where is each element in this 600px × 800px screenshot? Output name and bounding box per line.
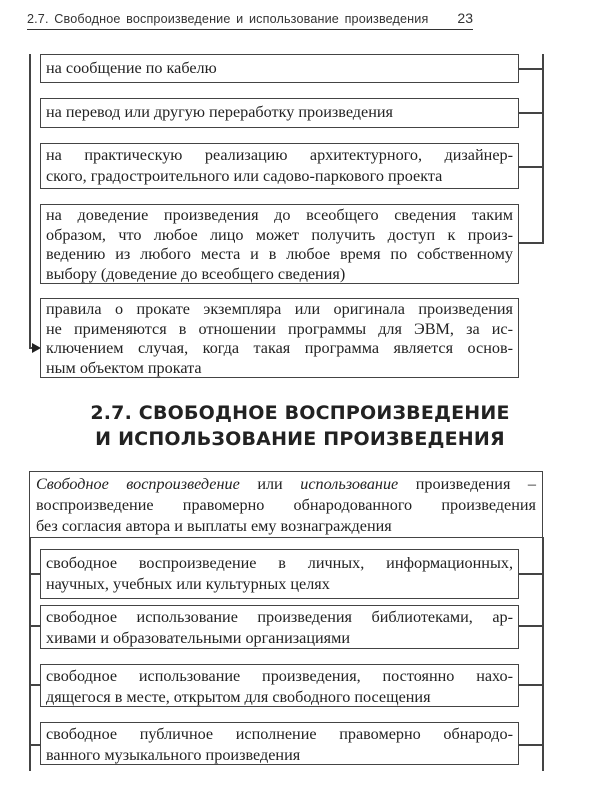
running-title: 2.7. Свободное воспроизведение и использование произведения	[27, 12, 429, 26]
box-line: свободное публичное исполнение правомерно обнародо-	[46, 725, 513, 743]
section-heading-line2: И ИСПОЛЬЗОВАНИЕ ПРОИЗВЕДЕНИЯ	[95, 428, 505, 450]
definition-line3: без согласия автора и выплаты ему вознаграждения	[36, 517, 392, 535]
lower-tick-right	[518, 573, 543, 575]
definition-line2: воспроизведение правомерно обнародованного произведения	[36, 496, 536, 514]
lower-tick-right	[518, 625, 543, 627]
scheme-box	[40, 664, 519, 707]
scheme-box	[40, 549, 519, 599]
lower-tick-right	[518, 744, 543, 746]
box-line: выбору (доведение до всеобщего сведения)	[46, 264, 346, 283]
right-bracket-line	[542, 54, 544, 244]
bracket-tick	[518, 242, 543, 244]
definition-text: произведения –	[398, 475, 536, 493]
box-line: ведению из любого места и в любое время по собственному	[46, 245, 513, 263]
bracket-tick	[518, 166, 543, 168]
lower-tick-right	[518, 684, 543, 686]
definition-line1	[36, 474, 536, 495]
scheme-box	[40, 204, 519, 284]
box-line: ключением случая, когда такая программа является основ-	[46, 339, 513, 357]
definition-term: использование	[300, 475, 399, 493]
definition-box	[29, 471, 543, 538]
box-line: не применяются в отношении программы для ЭВМ, за ис-	[46, 319, 513, 338]
scheme-box	[40, 143, 519, 189]
section-heading-line1: 2.7. СВОБОДНОЕ ВОСПРОИЗВЕДЕНИЕ	[90, 402, 510, 424]
box-line: образом, что любое лицо может получить доступ к произ-	[46, 225, 513, 244]
box-line: научных, учебных или культурных целях	[46, 575, 330, 593]
bracket-tick	[518, 68, 543, 70]
box-line: хивами и образовательными организациями	[46, 629, 351, 647]
box-line: на практическую реализацию архитектурного, дизайнер-	[46, 146, 513, 164]
box-line: свободное использование произведения библиотеками, ар-	[46, 608, 513, 626]
box-line: ным объектом проката	[46, 358, 202, 377]
exception-box	[40, 298, 519, 378]
box-line: ванного музыкального произведения	[46, 746, 301, 764]
box-line: свободное использование произведения, постоянно нахо-	[46, 667, 513, 685]
box-line: на сообщение по кабелю	[46, 59, 217, 77]
scheme-box	[40, 605, 519, 649]
box-line: ского, градостроительного или садово-паркового проекта	[46, 167, 443, 185]
scheme-box	[40, 54, 519, 83]
box-line: на доведение произведения до всеобщего сведения таким	[46, 206, 513, 224]
running-header	[27, 10, 473, 30]
box-line: дящегося в месте, открытом для свободного посещения	[46, 688, 431, 706]
definition-term: Свободное воспроизведение	[36, 475, 240, 493]
bracket-tick	[518, 112, 543, 114]
box-line: правила о прокате экземпляра или оригинала произведения	[46, 300, 513, 318]
page-number: 23	[457, 10, 473, 26]
definition-connector: или	[239, 475, 301, 493]
box-line: свободное воспроизведение в личных, информационных,	[46, 554, 513, 572]
scheme-box	[40, 722, 519, 765]
left-connector-line	[29, 54, 31, 348]
box-line: на перевод или другую переработку произведения	[46, 103, 393, 121]
scheme-box	[40, 98, 519, 128]
